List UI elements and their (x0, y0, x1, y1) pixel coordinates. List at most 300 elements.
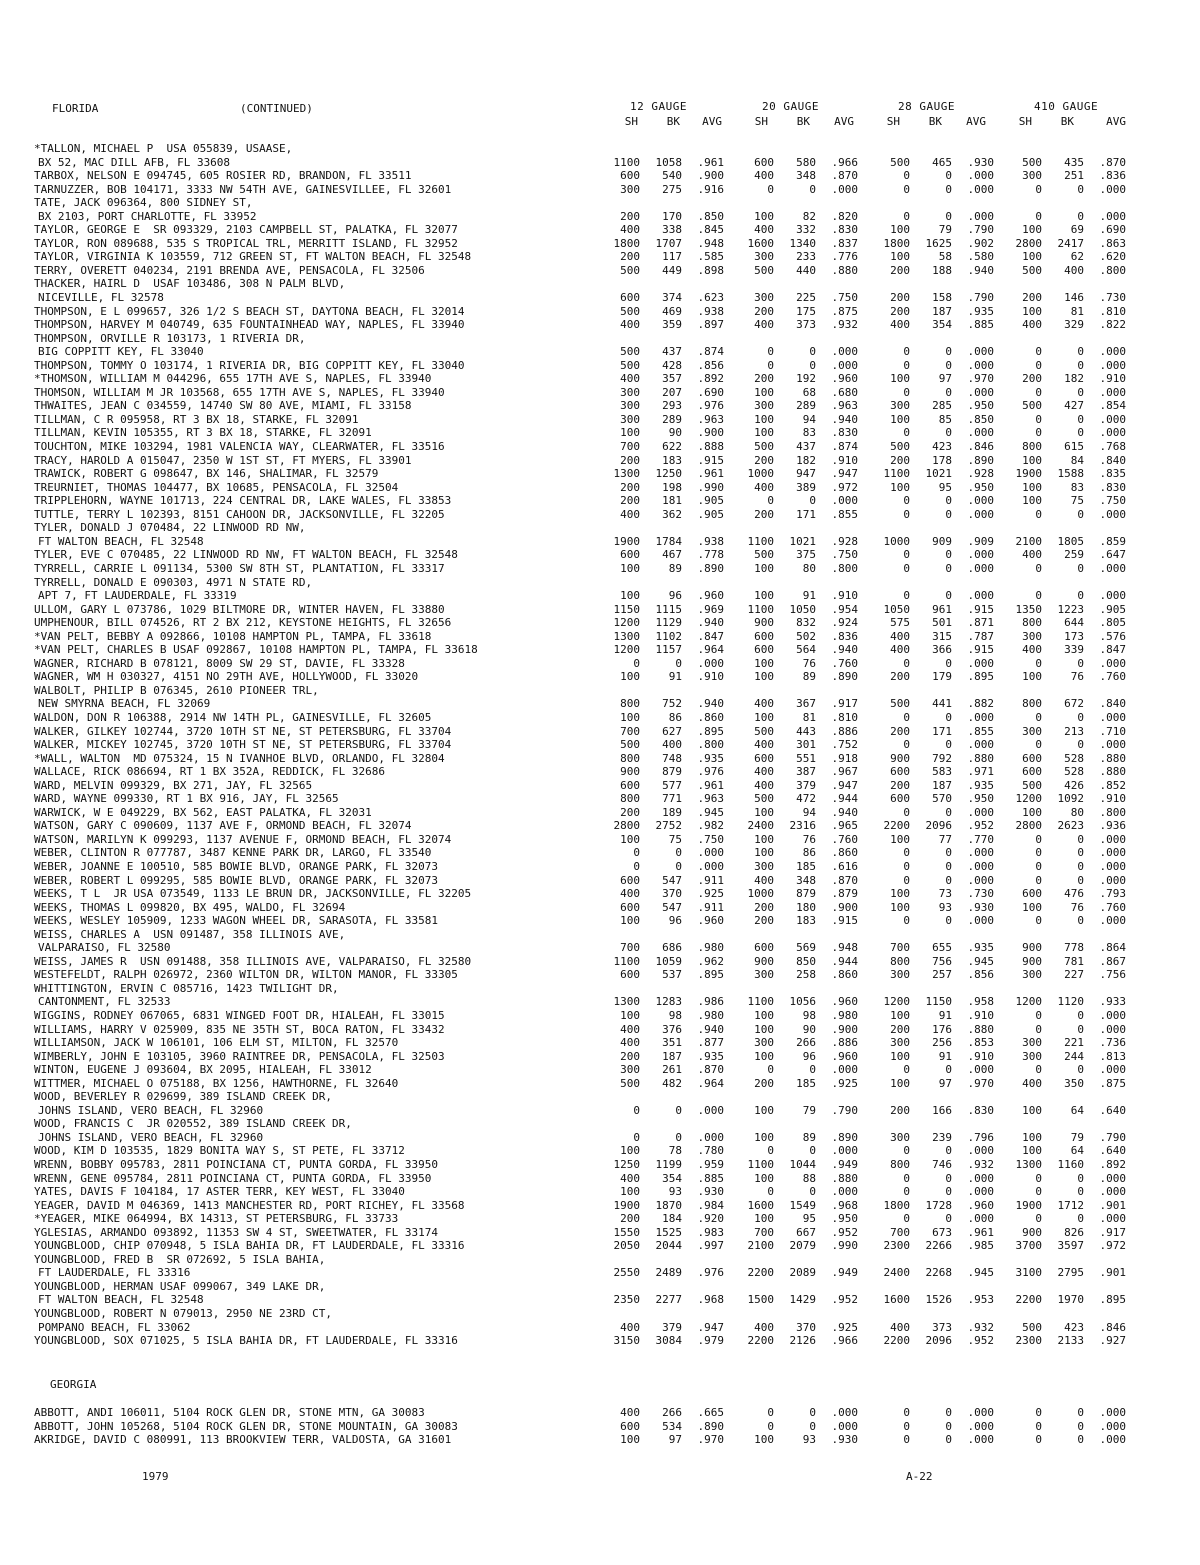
score-cell: 178 (932, 453, 952, 467)
table-row (34, 454, 1144, 468)
score-cell: .000 (831, 1063, 858, 1077)
score-cell: 300 (620, 412, 640, 426)
score-cell: 185 (796, 859, 816, 873)
score-cell: 257 (932, 968, 952, 982)
score-cell: .836 (831, 629, 858, 643)
entrant-name-address: YGLESIAS, ARMANDO 093892, 11353 SW 4 ST, SWEETWATER, FL 33174 (34, 1225, 438, 1239)
score-cell: .800 (1099, 263, 1126, 277)
score-cell: 100 (620, 832, 640, 846)
score-cell: 100 (754, 426, 774, 440)
score-cell: 500 (620, 358, 640, 372)
score-cell: .813 (1099, 1049, 1126, 1063)
entrant-name-address: *YEAGER, MIKE 064994, BX 14313, ST PETERSBURG, FL 33733 (34, 1212, 399, 1226)
score-cell: .990 (697, 480, 724, 494)
score-cell: 0 (945, 914, 952, 928)
score-cell: .760 (1099, 670, 1126, 684)
score-cell: .935 (697, 751, 724, 765)
score-cell: .000 (697, 1103, 724, 1117)
score-cell: 80 (802, 561, 816, 575)
table-row (34, 1226, 1144, 1240)
table-row (34, 1036, 1144, 1050)
score-cell: 1728 (925, 1198, 952, 1212)
score-cell: 0 (1077, 412, 1084, 426)
entrant-name-address: *VAN PELT, BEBBY A 092866, 10108 HAMPTON PL, TAMPA, FL 33618 (34, 629, 432, 643)
score-cell: 1588 (1057, 467, 1084, 481)
score-cell: 0 (903, 507, 910, 521)
col-bk: BK (796, 115, 810, 128)
score-cell: 78 (668, 1144, 682, 1158)
score-cell: 300 (754, 399, 774, 413)
score-cell: 100 (754, 1433, 774, 1447)
score-cell: .768 (1099, 440, 1126, 454)
score-cell: .916 (697, 182, 724, 196)
score-cell: .000 (1099, 1009, 1126, 1022)
entrant-name-address: WEEKS, THOMAS L 099820, BX 495, WALDO, FL 32694 (34, 900, 346, 914)
score-cell: 0 (1035, 1063, 1042, 1077)
score-cell: .938 (697, 534, 724, 548)
score-cell: .871 (967, 616, 994, 630)
score-cell: .000 (967, 1212, 994, 1226)
entrant-name-address: TRACY, HAROLD A 015047, 2350 W 1ST ST, FT MYERS, FL 33901 (34, 453, 412, 467)
score-cell: 200 (890, 670, 910, 684)
score-cell: 0 (945, 656, 952, 670)
score-cell: 1625 (925, 236, 952, 250)
score-cell: 79 (938, 223, 952, 237)
score-cell: 600 (1022, 887, 1042, 901)
score-cell: .910 (697, 670, 724, 684)
score-cell: 176 (932, 1022, 952, 1036)
score-cell: 752 (662, 697, 682, 711)
score-cell: .000 (1099, 1406, 1126, 1419)
score-cell: .778 (697, 548, 724, 562)
score-cell: 435 (1064, 155, 1084, 169)
score-cell: 0 (1035, 1185, 1042, 1199)
score-cell: 289 (796, 399, 816, 413)
score-cell: .936 (1099, 819, 1126, 833)
score-cell: 700 (620, 941, 640, 955)
score-cell: 400 (754, 318, 774, 332)
score-cell: 146 (1064, 291, 1084, 305)
score-cell: 300 (890, 1130, 910, 1144)
table-row (34, 481, 1144, 495)
score-cell: 68 (802, 385, 816, 399)
score-cell: 500 (620, 345, 640, 359)
score-cell: 537 (662, 968, 682, 982)
score-cell: 428 (662, 358, 682, 372)
score-cell: 0 (1035, 1212, 1042, 1226)
score-cell: 181 (662, 494, 682, 508)
score-cell: 1100 (613, 954, 640, 968)
score-cell: .000 (831, 1185, 858, 1199)
score-cell: .968 (831, 1198, 858, 1212)
score-cell: 0 (1035, 873, 1042, 887)
score-cell: 1150 (613, 602, 640, 616)
score-cell: .930 (831, 1433, 858, 1447)
score-cell: .972 (831, 480, 858, 494)
score-cell: 225 (796, 291, 816, 305)
score-cell: .000 (967, 656, 994, 670)
score-cell: 600 (754, 629, 774, 643)
score-cell: 644 (1064, 616, 1084, 630)
score-cell: .895 (967, 670, 994, 684)
score-cell: 0 (1077, 1212, 1084, 1226)
score-cell: 400 (890, 318, 910, 332)
score-cell: .000 (1099, 209, 1126, 223)
score-cell: 1600 (747, 236, 774, 250)
score-cell: 900 (1022, 1225, 1042, 1239)
score-cell: 0 (1077, 710, 1084, 724)
score-cell: .950 (967, 480, 994, 494)
score-cell: .870 (697, 1063, 724, 1077)
score-cell: 89 (802, 1130, 816, 1144)
entrant-name-address: WITTMER, MICHAEL O 075188, BX 1256, HAWTHORNE, FL 32640 (34, 1076, 399, 1090)
score-cell: .961 (697, 155, 724, 169)
table-row (34, 860, 1144, 874)
score-cell: 98 (802, 1009, 816, 1022)
score-cell: 0 (809, 494, 816, 508)
score-cell: 0 (1035, 832, 1042, 846)
score-cell: 500 (754, 792, 774, 806)
table-row (34, 792, 1144, 806)
score-cell: 300 (620, 399, 640, 413)
score-cell: 0 (903, 426, 910, 440)
score-cell: 0 (1077, 1419, 1084, 1433)
score-cell: .880 (831, 1171, 858, 1185)
score-cell: 256 (932, 1036, 952, 1050)
score-cell: 357 (662, 372, 682, 386)
score-cell: 0 (809, 1406, 816, 1419)
score-cell: 600 (890, 765, 910, 779)
score-cell: .000 (967, 1419, 994, 1433)
table-row (34, 156, 1144, 170)
table-row (34, 386, 1144, 400)
score-cell: 0 (1035, 656, 1042, 670)
entrant-name-address: *TALLON, MICHAEL P USA 055839, USAASE, (34, 142, 293, 155)
score-cell: 800 (1022, 440, 1042, 454)
score-cell: 0 (1035, 345, 1042, 359)
score-cell: .000 (1099, 345, 1126, 359)
score-cell: .948 (697, 236, 724, 250)
score-cell: 686 (662, 941, 682, 955)
col-sh: SH (1018, 115, 1032, 128)
score-cell: 0 (1077, 345, 1084, 359)
score-cell: 0 (903, 710, 910, 724)
score-cell: .867 (1099, 954, 1126, 968)
score-cell: .930 (697, 1185, 724, 1199)
score-cell: 0 (1035, 738, 1042, 752)
table-row (34, 413, 1144, 427)
entrant-name-address: NICEVILLE, FL 32578 (38, 291, 164, 305)
score-cell: 0 (1077, 209, 1084, 223)
score-cell: 1000 (747, 467, 774, 481)
score-cell: .901 (1099, 1266, 1126, 1280)
score-cell: 0 (1077, 507, 1084, 521)
score-cell: .000 (967, 738, 994, 752)
score-cell: 207 (662, 385, 682, 399)
score-cell: 81 (802, 710, 816, 724)
score-cell: 354 (932, 318, 952, 332)
score-cell: 600 (754, 751, 774, 765)
score-cell: 200 (620, 494, 640, 508)
score-cell: .620 (1099, 250, 1126, 264)
score-cell: 0 (1077, 358, 1084, 372)
score-cell: .780 (697, 1144, 724, 1158)
table-row (34, 508, 1144, 522)
table-row (34, 1023, 1144, 1037)
score-cell: .944 (831, 792, 858, 806)
entrant-name-address: POMPANO BEACH, FL 33062 (38, 1320, 191, 1334)
score-cell: .000 (967, 1171, 994, 1185)
score-cell: 180 (796, 900, 816, 914)
score-cell: .800 (1099, 805, 1126, 819)
score-cell: .000 (1099, 507, 1126, 521)
score-cell: 80 (1070, 805, 1084, 819)
score-cell: .820 (831, 209, 858, 223)
score-cell: .000 (697, 846, 724, 860)
score-cell: .933 (1099, 995, 1126, 1009)
score-cell: 227 (1064, 968, 1084, 982)
score-cell: 580 (796, 155, 816, 169)
score-cell: 91 (938, 1049, 952, 1063)
score-cell: 1870 (655, 1198, 682, 1212)
score-cell: .000 (1099, 1063, 1126, 1077)
table-row (34, 603, 1144, 617)
score-cell: 1100 (747, 534, 774, 548)
table-row (34, 968, 1144, 982)
score-cell: 0 (1077, 859, 1084, 873)
score-cell: .750 (1099, 494, 1126, 508)
score-cell: 100 (1022, 1144, 1042, 1158)
score-cell: 3100 (1015, 1266, 1042, 1280)
score-cell: 100 (754, 1103, 774, 1117)
score-cell: .940 (697, 1022, 724, 1036)
score-cell: .840 (1099, 453, 1126, 467)
entrant-name-address: TYRRELL, CARRIE L 091134, 5300 SW 8TH ST, PLANTATION, FL 33317 (34, 561, 445, 575)
score-cell: 100 (890, 900, 910, 914)
score-cell: 583 (932, 765, 952, 779)
score-cell: .892 (697, 372, 724, 386)
entrant-name-address: BX 52, MAC DILL AFB, FL 33608 (38, 155, 231, 169)
score-cell: 244 (1064, 1049, 1084, 1063)
score-cell: .940 (831, 643, 858, 657)
score-cell: .000 (697, 1130, 724, 1144)
score-cell: .864 (1099, 941, 1126, 955)
score-cell: 100 (1022, 1130, 1042, 1144)
score-cell: 1600 (747, 1198, 774, 1212)
score-cell: 170 (662, 209, 682, 223)
score-cell: .905 (697, 494, 724, 508)
score-cell: 300 (754, 968, 774, 982)
score-cell: 370 (662, 887, 682, 901)
score-cell: 100 (620, 914, 640, 928)
score-cell: 183 (796, 914, 816, 928)
score-cell: 2200 (883, 819, 910, 833)
score-cell: .875 (831, 304, 858, 318)
score-cell: 0 (1077, 1171, 1084, 1185)
score-cell: 69 (1070, 223, 1084, 237)
score-cell: 400 (754, 169, 774, 183)
score-cell: .000 (831, 345, 858, 359)
score-cell: 0 (903, 548, 910, 562)
score-cell: .963 (831, 399, 858, 413)
score-cell: 547 (662, 873, 682, 887)
score-cell: .830 (967, 1103, 994, 1117)
score-cell: 1900 (1015, 467, 1042, 481)
score-cell: 1000 (883, 534, 910, 548)
score-cell: 2096 (925, 819, 952, 833)
score-cell: 289 (662, 412, 682, 426)
score-cell: 400 (620, 1320, 640, 1334)
entrant-name-address: WATSON, MARILYN K 099293, 1137 AVENUE F, ORMOND BEACH, FL 32074 (34, 832, 452, 846)
score-cell: .000 (967, 169, 994, 183)
table-row (34, 589, 1144, 603)
score-cell: .730 (967, 887, 994, 901)
score-cell: 379 (662, 1320, 682, 1334)
score-cell: 826 (1064, 1225, 1084, 1239)
table-row (34, 237, 1144, 251)
entrant-name-address: WOOD, FRANCIS C JR 020552, 389 ISLAND CREEK DR, (34, 1117, 352, 1131)
score-cell: .960 (831, 1049, 858, 1063)
score-cell: .830 (1099, 480, 1126, 494)
entrant-name-address: TERRY, OVERETT 040234, 2191 BRENDA AVE, PENSACOLA, FL 32506 (34, 263, 425, 277)
score-cell: .968 (697, 1293, 724, 1307)
score-cell: 2044 (655, 1239, 682, 1253)
score-cell: .000 (967, 873, 994, 887)
score-cell: 0 (945, 1144, 952, 1158)
score-cell: 0 (903, 805, 910, 819)
table-row (34, 1420, 1144, 1434)
score-cell: 0 (767, 182, 774, 196)
score-cell: 86 (802, 846, 816, 860)
score-cell: .952 (967, 819, 994, 833)
score-cell: 100 (1022, 805, 1042, 819)
score-cell: .900 (697, 426, 724, 440)
entrant-name-address: THACKER, HAIRL D USAF 103486, 308 N PALM BLVD, (34, 277, 346, 291)
table-row (34, 914, 1144, 928)
table-row (34, 1077, 1144, 1091)
score-cell: 100 (754, 561, 774, 575)
score-cell: 100 (620, 670, 640, 684)
score-cell: .976 (697, 1266, 724, 1280)
score-cell: 600 (620, 778, 640, 792)
score-cell: .886 (831, 1036, 858, 1050)
score-cell: .915 (831, 914, 858, 928)
table-row (34, 1321, 1144, 1335)
score-cell: 500 (1022, 263, 1042, 277)
score-cell: 528 (1064, 751, 1084, 765)
score-cell: 437 (662, 345, 682, 359)
score-cell: .760 (831, 656, 858, 670)
score-cell: 100 (890, 1049, 910, 1063)
score-cell: 184 (662, 1212, 682, 1226)
score-cell: .966 (831, 1334, 858, 1348)
score-cell: 100 (1022, 900, 1042, 914)
score-cell: 1300 (1015, 1158, 1042, 1172)
score-cell: .969 (697, 602, 724, 616)
score-cell: 77 (938, 832, 952, 846)
score-cell: .952 (831, 1293, 858, 1307)
score-cell: 0 (903, 656, 910, 670)
score-cell: 427 (1064, 399, 1084, 413)
table-row (34, 359, 1144, 373)
score-cell: .895 (697, 724, 724, 738)
score-cell: 387 (796, 765, 816, 779)
score-cell: .000 (697, 859, 724, 873)
table-row (34, 1280, 1144, 1294)
score-cell: 1900 (1015, 1198, 1042, 1212)
score-cell: 266 (796, 1036, 816, 1050)
score-cell: .000 (967, 859, 994, 873)
score-cell: .935 (967, 778, 994, 792)
score-cell: 100 (620, 710, 640, 724)
score-cell: .000 (967, 1063, 994, 1077)
entrant-name-address: WRENN, GENE 095784, 2811 POINCIANA CT, PUNTA GORDA, FL 33950 (34, 1171, 432, 1185)
score-cell: 443 (796, 724, 816, 738)
score-cell: 0 (903, 1171, 910, 1185)
score-cell: 1340 (789, 236, 816, 250)
score-cell: .000 (967, 1433, 994, 1447)
score-cell: .900 (831, 900, 858, 914)
table-row (34, 521, 1144, 535)
table-row (34, 941, 1144, 955)
score-cell: .837 (831, 236, 858, 250)
score-cell: 0 (903, 169, 910, 183)
score-cell: .830 (831, 426, 858, 440)
score-cell: 400 (620, 223, 640, 237)
score-cell: .925 (697, 887, 724, 901)
score-cell: 200 (620, 1049, 640, 1063)
score-cell: 373 (796, 318, 816, 332)
score-cell: 465 (932, 155, 952, 169)
score-cell: 3597 (1057, 1239, 1084, 1253)
score-cell: 0 (1035, 358, 1042, 372)
score-cell: .960 (697, 589, 724, 603)
entrant-name-address: TAYLOR, GEORGE E SR 093329, 2103 CAMPBELL ST, PALATKA, FL 32077 (34, 223, 458, 237)
score-cell: 400 (620, 1171, 640, 1185)
score-cell: .000 (1099, 656, 1126, 670)
score-cell: .961 (697, 778, 724, 792)
score-cell: 91 (938, 1009, 952, 1022)
score-cell: 1800 (883, 1198, 910, 1212)
score-cell: 2316 (789, 819, 816, 833)
score-cell: 91 (668, 670, 682, 684)
score-cell: .964 (697, 643, 724, 657)
score-cell: 100 (620, 1009, 640, 1022)
entrant-name-address: UMPHENOUR, BILL 074526, RT 2 BX 212, KEYSTONE HEIGHTS, FL 32656 (34, 616, 452, 630)
score-cell: .000 (967, 1144, 994, 1158)
score-cell: .854 (1099, 399, 1126, 413)
score-cell: 2100 (1015, 534, 1042, 548)
score-cell: .885 (967, 318, 994, 332)
score-cell: 90 (668, 426, 682, 440)
table-row (34, 1266, 1144, 1280)
score-cell: 62 (1070, 250, 1084, 264)
score-cell: .000 (1099, 873, 1126, 887)
score-cell: .950 (831, 1212, 858, 1226)
score-cell: 100 (754, 710, 774, 724)
entrant-name-address: FT WALTON BEACH, FL 32548 (38, 1293, 204, 1307)
table-row (34, 305, 1144, 319)
entrant-name-address: YOUNGBLOOD, FRED B SR 072692, 5 ISLA BAHIA, (34, 1252, 326, 1266)
score-cell: .932 (967, 1320, 994, 1334)
score-cell: 909 (932, 534, 952, 548)
score-cell: 500 (620, 738, 640, 752)
score-cell: 500 (1022, 399, 1042, 413)
score-cell: 98 (668, 1009, 682, 1022)
score-cell: .000 (1099, 1022, 1126, 1036)
score-cell: 1092 (1057, 792, 1084, 806)
score-cell: 440 (796, 263, 816, 277)
